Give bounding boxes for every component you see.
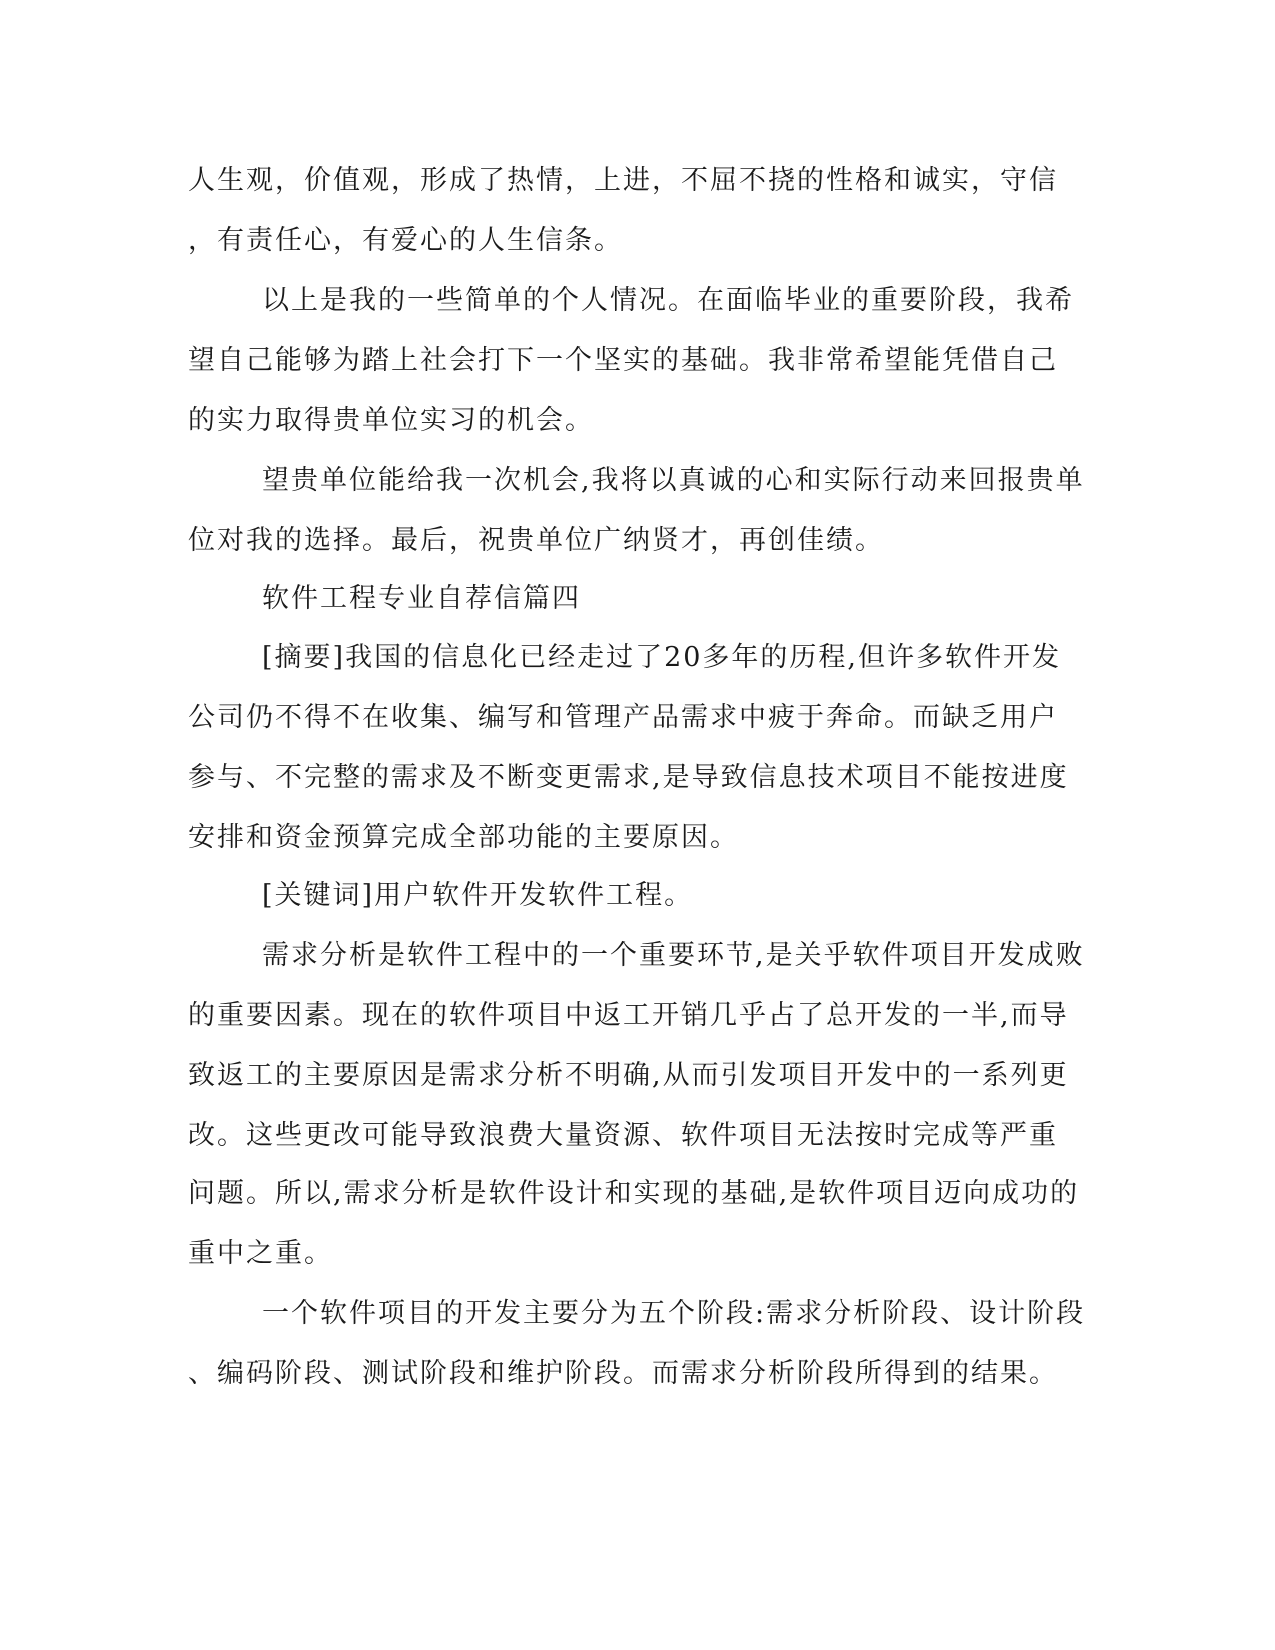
text-line: ，有责任心，有爱心的人生信条。	[188, 225, 623, 256]
text-line: 望自己能够为踏上社会打下一个坚实的基础。我非常希望能凭借自己	[188, 345, 1058, 376]
text-line: [摘要]我国的信息化已经走过了20多年的历程,但许多软件开发	[262, 642, 1062, 673]
text-line: 重中之重。	[188, 1238, 333, 1269]
text-line: [关键词]用户软件开发软件工程。	[262, 880, 694, 911]
text-line: 致返工的主要原因是需求分析不明确,从而引发项目开发中的一系列更	[188, 1060, 1069, 1091]
text-line: 改。这些更改可能导致浪费大量资源、软件项目无法按时完成等严重	[188, 1120, 1058, 1151]
section-heading: 软件工程专业自荐信篇四	[262, 583, 581, 614]
text-line: 以上是我的一些简单的个人情况。在面临毕业的重要阶段，我希	[262, 285, 1074, 316]
text-line: 望贵单位能给我一次机会,我将以真诚的心和实际行动来回报贵单	[262, 465, 1085, 496]
text-line: 的实力取得贵单位实习的机会。	[188, 405, 594, 436]
text-line: 问题。所以,需求分析是软件设计和实现的基础,是软件项目迈向成功的	[188, 1178, 1080, 1209]
text-line: 一个软件项目的开发主要分为五个阶段:需求分析阶段、设计阶段	[262, 1298, 1086, 1329]
text-line: 、编码阶段、测试阶段和维护阶段。而需求分析阶段所得到的结果。	[188, 1358, 1058, 1389]
text-line: 人生观，价值观，形成了热情，上进，不屈不挠的性格和诚实，守信	[188, 165, 1058, 196]
text-line: 安排和资金预算完成全部功能的主要原因。	[188, 822, 739, 853]
text-line: 公司仍不得不在收集、编写和管理产品需求中疲于奔命。而缺乏用户	[188, 702, 1058, 733]
text-line: 位对我的选择。最后，祝贵单位广纳贤才，再创佳绩。	[188, 525, 884, 556]
text-line: 需求分析是软件工程中的一个重要环节,是关乎软件项目开发成败	[262, 940, 1085, 971]
text-line: 参与、不完整的需求及不断变更需求,是导致信息技术项目不能按进度	[188, 762, 1069, 793]
text-line: 的重要因素。现在的软件项目中返工开销几乎占了总开发的一半,而导	[188, 1000, 1069, 1031]
